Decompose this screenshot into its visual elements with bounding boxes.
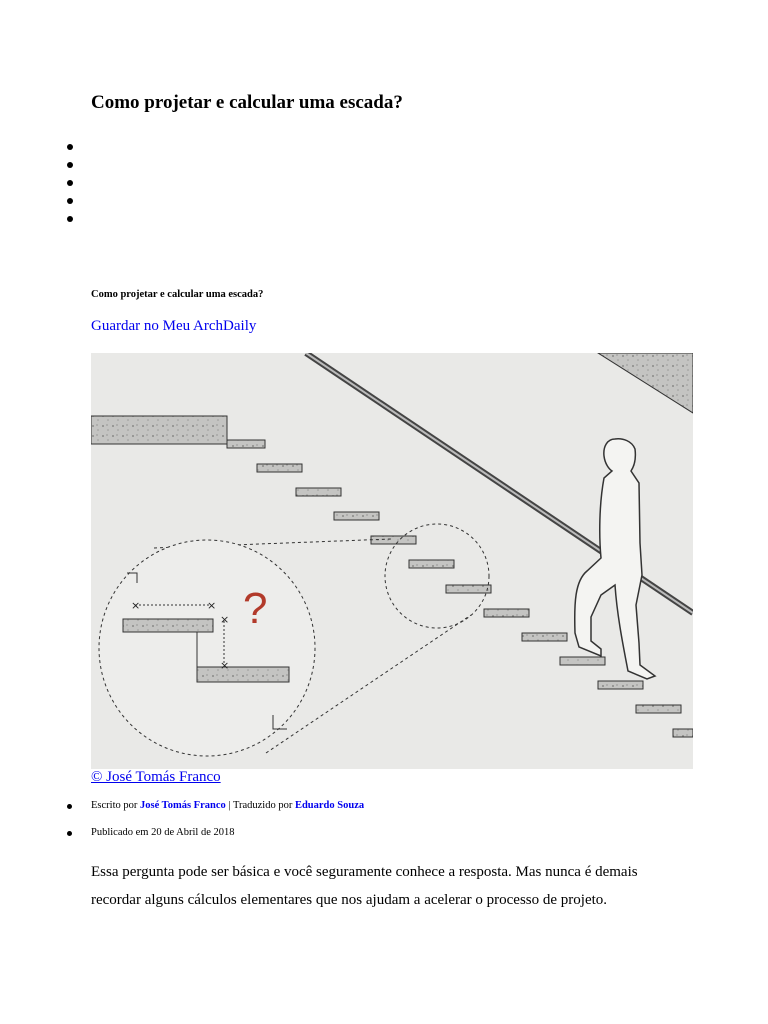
page-title: Como projetar e calcular uma escada? <box>91 92 403 113</box>
stair-tread <box>334 512 379 520</box>
stair-tread <box>522 633 567 641</box>
stair-tread <box>598 681 643 689</box>
stair-tread <box>257 464 302 472</box>
landing-slab <box>91 416 227 444</box>
translator-link[interactable]: Eduardo Souza <box>294 800 365 811</box>
written-by-label: Escrito por <box>91 800 138 811</box>
zoom-tread-upper <box>123 619 213 632</box>
stair-tread <box>636 705 681 713</box>
detail-circle-large <box>99 540 315 756</box>
dim-cross: × <box>131 599 141 612</box>
stair-tread <box>560 657 605 665</box>
stair-tread <box>227 440 265 448</box>
publish-info <box>0 827 234 838</box>
image-caption: Como projetar e calcular uma escada? <box>91 289 264 300</box>
stair-tread <box>484 609 529 617</box>
publish-date: Publicado em 20 de Abril de 2018 <box>0 827 234 838</box>
dim-cross: × <box>220 659 230 672</box>
stair-tread <box>296 488 341 496</box>
translated-by-label: Traduzido por <box>232 800 293 811</box>
stair-illustration[interactable] <box>91 353 693 769</box>
intro-paragraph: Essa pergunta pode ser básica e você seguramente conhece a resposta. Mas nunca é demais recordar alguns cálculos elementares que nos ajudam a acelerar o processo de projeto. <box>91 864 638 908</box>
byline-separator: | <box>228 800 231 811</box>
question-mark: ? <box>243 584 268 633</box>
image-credit-link[interactable]: © José Tomás Franco <box>91 769 221 785</box>
byline-item <box>0 800 364 811</box>
dim-cross: × <box>220 613 230 626</box>
stair-tread <box>673 729 693 737</box>
save-to-archdaily-link[interactable]: Guardar no Meu ArchDaily <box>91 318 257 334</box>
zoom-tread-lower <box>197 667 289 682</box>
dim-cross: × <box>207 599 217 612</box>
stair-tread <box>409 560 454 568</box>
stair-tread <box>446 585 491 593</box>
author-link[interactable]: José Tomás Franco <box>140 800 226 811</box>
byline <box>0 800 364 811</box>
